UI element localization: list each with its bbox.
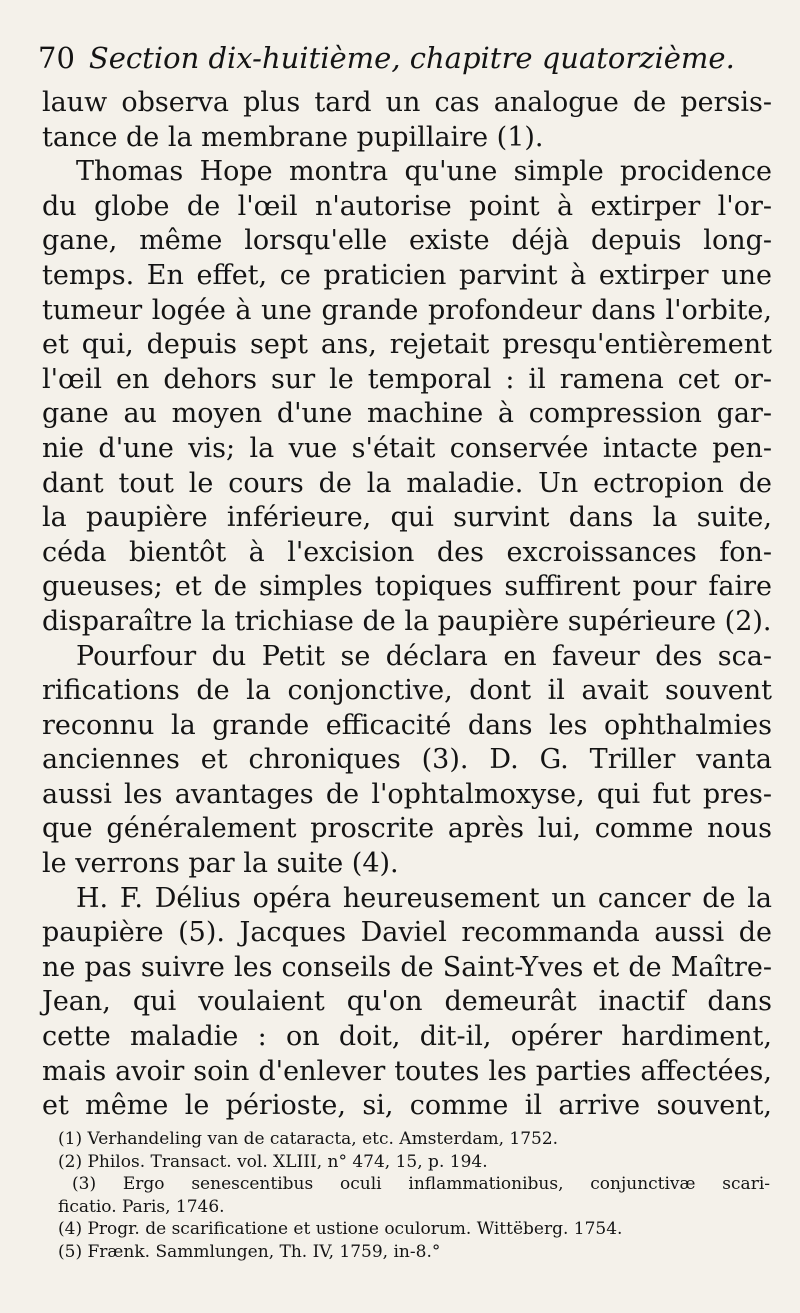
text-line: le verrons par la suite (4). [42, 848, 399, 880]
text-line: l'œil en dehors sur le temporal : il ramena cet or- [42, 363, 772, 395]
text-line: cette maladie : on doit, dit-il, opérer hardiment, [42, 1021, 772, 1053]
text-line: paupière (5). Jacques Daviel recommanda aussi de [42, 917, 772, 949]
body-text [42, 86, 772, 1124]
text-line: nie d'une vis; la vue s'était conservée intacte pen- [42, 432, 772, 464]
text-line: ne pas suivre les conseils de Saint-Yves et de Maître- [42, 951, 772, 983]
page-number: 70 [38, 41, 75, 75]
text-line: aussi les avantages de l'ophtalmoxyse, qui fut pres- [42, 778, 772, 810]
text-line: que généralement proscrite après lui, comme nous [42, 813, 772, 845]
text-line: céda bientôt à l'excision des excroissances fon- [42, 536, 772, 568]
text-line: et qui, depuis sept ans, rejetait presqu'entièrement [42, 329, 772, 361]
text-line: reconnu la grande efficacité dans les ophthalmies [42, 709, 772, 741]
text-line: temps. En effet, ce praticien parvint à extirper une [42, 259, 772, 291]
footnote: (2) Philos. Transact. vol. XLIII, n° 474, 15, p. 194. [58, 1151, 488, 1172]
text-line: Pourfour du Petit se déclara en faveur des sca- [76, 640, 772, 672]
text-line: la paupière inférieure, qui survint dans la suite, [42, 502, 772, 534]
footnote: (4) Progr. de scarificatione et ustione oculorum. Wittëberg. 1754. [58, 1219, 623, 1239]
text-line: Jean, qui voulaient qu'on demeurât inactif dans [42, 986, 772, 1018]
text-line: lauw observa plus tard un cas analogue de persis- [42, 87, 772, 118]
text-line: tumeur logée à une grande profondeur dans l'orbite, [42, 294, 772, 326]
running-title: Section dix-huitième, chapitre quatorzième. [88, 41, 735, 75]
text-line: gueuses; et de simples topiques suffirent pour faire [42, 571, 772, 603]
text-line: disparaître la trichiase de la paupière supérieure (2). [42, 605, 772, 637]
text-line: H. F. Délius opéra heureusement un cancer de la [76, 882, 772, 914]
footnote: ficatio. Paris, 1746. [58, 1196, 225, 1217]
text-line: Thomas Hope montra qu'une simple procidence [76, 156, 772, 188]
footnote: (3) Ergo senescentibus oculi inflammationibus, conjunctivæ scari- [72, 1174, 770, 1194]
text-line: du globe de l'œil n'autorise point à extirper l'or- [42, 190, 772, 222]
footnote: (1) Verhandeling van de cataracta, etc. Amsterdam, 1752. [58, 1129, 559, 1149]
text-line: gane, même lorsqu'elle existe déjà depuis long- [42, 225, 772, 257]
text-line: gane au moyen d'une machine à compression gar- [42, 398, 772, 430]
footnotes [58, 1128, 770, 1263]
text-line: rifications de la conjonctive, dont il avait souvent [42, 675, 772, 707]
text-line: mais avoir soin d'enlever toutes les parties affectées, [42, 1055, 772, 1087]
text-line: et même le périoste, si, comme il arrive souvent, [42, 1090, 772, 1122]
text-line: tance de la membrane pupillaire (1). [42, 121, 544, 153]
text-line: anciennes et chroniques (3). D. G. Triller vanta [42, 744, 772, 776]
running-header [38, 38, 778, 78]
text-line: dant tout le cours de la maladie. Un ectropion de [42, 467, 772, 499]
footnote: (5) Frænk. Sammlungen, Th. IV, 1759, in-8.° [58, 1241, 441, 1262]
